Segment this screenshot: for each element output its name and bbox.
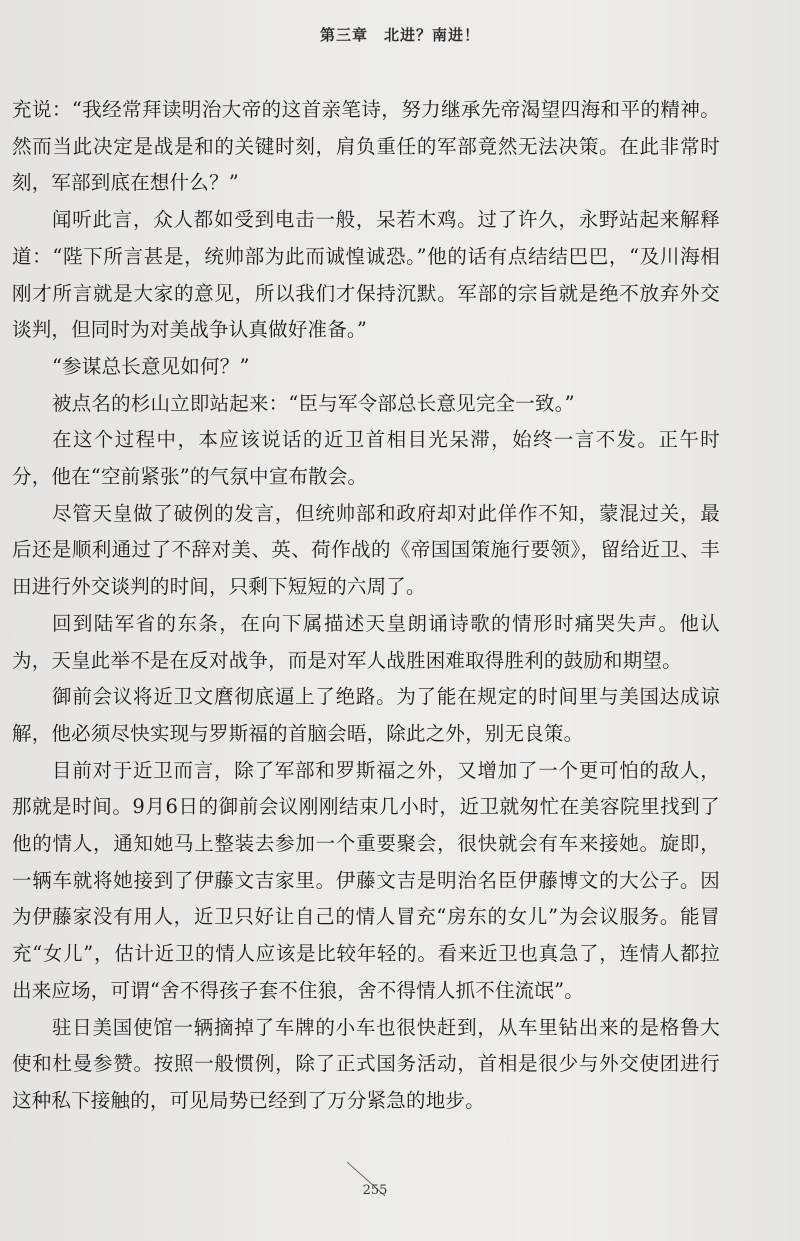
- paragraph-5: 在这个过程中，本应该说话的近卫首相目光呆滞，始终一言不发。正午时分，他在“空前紧张”的气氛中宣布散会。: [12, 428, 720, 489]
- paragraph-10: 驻日美国使馆一辆摘掉了车牌的小车也很快赶到，从车里钻出来的是格鲁大使和杜曼参赞。按照一般惯例，除了正式国务活动，首相是很少与外交使团进行这种私下接触的，可见局势已经到了万分紧急的地步。: [12, 1015, 720, 1112]
- paragraph-2: 闻听此言，众人都如受到电击一般，呆若木鸡。过了许久，永野站起来解释道：“陛下所言甚是，统帅部为此而诚惶诚恐。”他的话有点结结巴巴，“及川海相刚才所言就是大家的意见，所以我们才保持沉默。军部的宗旨就是绝不放弃外交谈判，但同时为对美战争认真做好准备。”: [12, 208, 720, 342]
- paragraph-4: 被点名的杉山立即站起来：“臣与军令部总长意见完全一致。”: [51, 391, 575, 415]
- page-number: 255: [362, 1183, 388, 1198]
- paragraph-1: 充说：“我经常拜读明治大帝的这首亲笔诗，努力继承先帝渴望四海和平的精神。然而当此决定是战是和的关键时刻，肩负重任的军部竟然无法决策。在此非常时刻，军部到底在想什么？”: [12, 98, 720, 195]
- running-header: 第三章 北进？南进！: [319, 26, 480, 44]
- paragraph-6: 尽管天皇做了破例的发言，但统帅部和政府却对此佯作不知，蒙混过关，最后还是顺利通过了不辞对美、英、荷作战的《帝国国策施行要领》，留给近卫、丰田进行外交谈判的时间，只剩下短短的六周了。: [12, 501, 720, 599]
- paragraph-9: 目前对于近卫而言，除了军部和罗斯福之外，又增加了一个更可怕的敌人，那就是时间。9月6日的御前会议刚刚结束几小时，近卫就匆忙在美容院里找到了他的情人，通知她马上整装去参加一个重要聚会，很快就会有车来接她。旋即，一辆车就将她接到了伊藤文吉家里。伊藤文吉是明治名臣伊藤博文的大公子。因为伊藤家没有用人，近卫只好让自己的情人冒充“房东的女儿”为会议服务。能冒充“女儿”，估计近卫的情人应该是比较年轻的。看来近卫也真急了，连情人都拉出来应场，可谓“舍不得孩子套不住狼，舍不得情人抓不住流氓”。: [12, 758, 720, 1002]
- paragraph-7: 回到陆军省的东条，在向下属描述天皇朗诵诗歌的情形时痛哭失声。他认为，天皇此举不是在反对战争，而是对军人战胜困难取得胜利的鼓励和期望。: [12, 611, 720, 672]
- body-text: [12, 92, 720, 1120]
- paragraph-8: 御前会议将近卫文麿彻底逼上了绝路。为了能在规定的时间里与美国达成谅解，他必须尽快实现与罗斯福的首脑会晤，除此之外，别无良策。: [12, 685, 720, 745]
- paragraph-3: “参谋总长意见如何？”: [51, 354, 250, 378]
